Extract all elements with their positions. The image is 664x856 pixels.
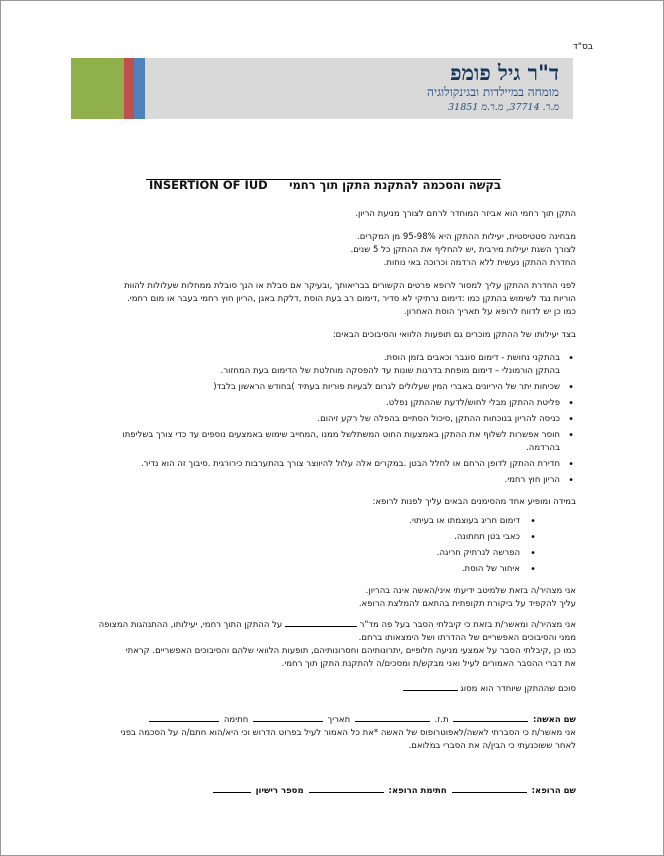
form-heading: [146, 178, 501, 192]
red-stripe: [124, 58, 134, 119]
date-field[interactable]: [253, 712, 323, 722]
list-item: • הפרשה לנרתיק חריגה.: [71, 547, 576, 560]
doctor-specialty: מומחה במיילדות ובגינקולוגיה: [427, 85, 559, 99]
list-item: • שכיחות יתר של היריונים באברי המין שעלולים לגרום לבעיות פוריות בעתיד )בחודש הראשון בלבד(: [71, 381, 576, 394]
doctor-license: מ.ר. 37714, מ.ר.מ 31851: [448, 102, 559, 113]
consent-line: אני מצהיר/ה ומאשר/ת בזאת כי קיבלתי הסבר בעל פה מד"ר על ההתקן התוך רחמי, יעילותו, ההתנהגות המצופה: [71, 617, 576, 632]
consent-line: את דברי ההסבר האמורים לעיל ואני מבקש/ת ומסכים/ה להתקנת התקן תוך רחמי.: [281, 659, 576, 669]
doctor-name-field[interactable]: [285, 617, 357, 627]
form-body: [71, 208, 576, 798]
doctor-signature-row: שם הרופא: חתימת הרופא: מספר רישיון: [71, 783, 576, 798]
list-item: • דימום חריג בעוצמתו או בעיתוי.: [71, 515, 576, 528]
blue-stripe: [134, 58, 145, 119]
list-item: • חוסר אפשרות לשלוף את ההתקן באמצעות החוט המשתלשל ממנו ,המחייב שימוש באמצעים נוספים עד כדי צורך בשליפתו בהרדמה.: [71, 429, 576, 455]
doctor-signature-field[interactable]: [309, 783, 384, 793]
replacement-line: לצורך השגת יעילות מירבית ,יש להחליף את ההתקן כל 5 שנים.: [350, 245, 576, 255]
followup-note: עליך להקפיד על ביקורת תקופתית בהתאם להמלצת הרופא.: [358, 599, 576, 609]
iud-type-field[interactable]: [403, 681, 458, 691]
contraindication-line: הוריות נגד לשימוש בהתקן כמו :דימום נרתיקי לא סדיר ,דימום רב בעת הוסת ,דלקת באגן ,הריון חוץ רחמי בעבר או מום רחמי.: [127, 294, 576, 304]
license-number-field[interactable]: [213, 783, 251, 793]
heading-hebrew: בקשה והסכמה להתקנת התקן תוך רחמי: [289, 178, 501, 192]
warning-intro: במידה ומופיע אחד מהסימנים הבאים עליך לפנות לרופא:: [372, 497, 576, 507]
warning-signs-list: [71, 515, 576, 576]
patient-signature-field[interactable]: [149, 712, 219, 722]
list-item: • פליטת ההתקן מבלי לחוש/לדעת שההתקן נפלט.: [71, 397, 576, 410]
doctor-confirmation: אני מאשר/ת כי הסברתי לאשה/לאפוטרופוס של האשה *את כל האמור לעיל בפרוט הדרוש וכי היא/הוא חתם/ה על הסכמה בפני: [120, 728, 576, 738]
contraindication-line: לפני החדרת ההתקן עליך למסור לרופא פרטים הקשורים בבריאותך ,ובעיקר אם סבלת או הנך סובלת ממחלות שעלולות להוות: [124, 281, 576, 291]
doctor-name-sign-field[interactable]: [452, 783, 527, 793]
insertion-line: החדרת ההתקן נעשית ללא הרדמה וכרוכה באי נוחות.: [383, 258, 576, 268]
patient-name-field[interactable]: [453, 712, 528, 722]
intro-paragraph: התקן תוך רחמי הוא אביזר המוחדר לרחם לצורך מניעת הריון.: [355, 209, 576, 219]
letterhead-banner: [71, 58, 573, 119]
consent-line: ממני והסיבוכים האפשריים של ההדרתו ושל הימצאותו ברחם.: [358, 633, 576, 643]
list-item: • איחור של הוסת.: [71, 563, 576, 576]
pregnancy-declaration: אני מצהיר/ה בזאת שלמיטב ידיעתי איני/האשה אינה בהריון.: [365, 586, 576, 596]
list-item: • חדירת ההתקן לדופן הרחם או לחלל הבטן .במקרים אלה עלול להיווצר צורך בהתערבות כירורגית .סיבוך זה הוא נדיר.: [71, 458, 576, 471]
efficacy-line: מבחינה סטטיסטית, יעילות ההתקן היא 95-98% מן המקרים.: [357, 232, 576, 242]
iud-type-line: סוכם שההתקן שיוחדר הוא מסוג: [71, 681, 576, 696]
bsd-mark: בס"ד: [572, 42, 593, 52]
list-item: • כניסה להריון בנוכחות ההתקן ,סיכול הסתיים בהפלה של רקע זיהום.: [71, 413, 576, 426]
list-item: • כאבי בטן תחתונה.: [71, 531, 576, 544]
contraindication-line: כמו כן יש לדווח לרופא על תאריך הוסת האחרון.: [403, 307, 576, 317]
green-stripe: [71, 58, 124, 119]
consent-line: כמו כן ,קיבלתי הסבר על אמצעי מניעה חלופיים ,יתרונותיהם וחסרונותיהם, תופעות הלוואי שלהם והסיבוכים האפשריים. קראתי: [125, 646, 576, 656]
patient-id-field[interactable]: [355, 712, 430, 722]
patient-signature-row: שם האשה: ת.ז. תאריך חתימה: [71, 712, 576, 727]
side-effects-list: [71, 352, 576, 487]
heading-english: INSERTION OF IUD: [149, 178, 268, 192]
doctor-name: ד"ר גיל פומפ: [450, 60, 559, 85]
doctor-confirmation: לאחר ששוכנעתי כי הבין/ה את הסברי במלואם.: [408, 741, 576, 751]
side-effects-intro: בצד יעילותו של ההתקן מוכרים גם תופעות הלוואי והסיבוכים הבאים:: [332, 330, 576, 340]
list-item: • הריון חוץ רחמי.: [71, 474, 576, 487]
list-item: • בהתקני נחושת - דימום סוגבר וכאבים בזמן הוסת. בהתקן הורמונלי – דימום מופחת בדרגות שונות עד להפסקה מוחלטת של הדימום בעת המחזור.: [71, 352, 576, 378]
